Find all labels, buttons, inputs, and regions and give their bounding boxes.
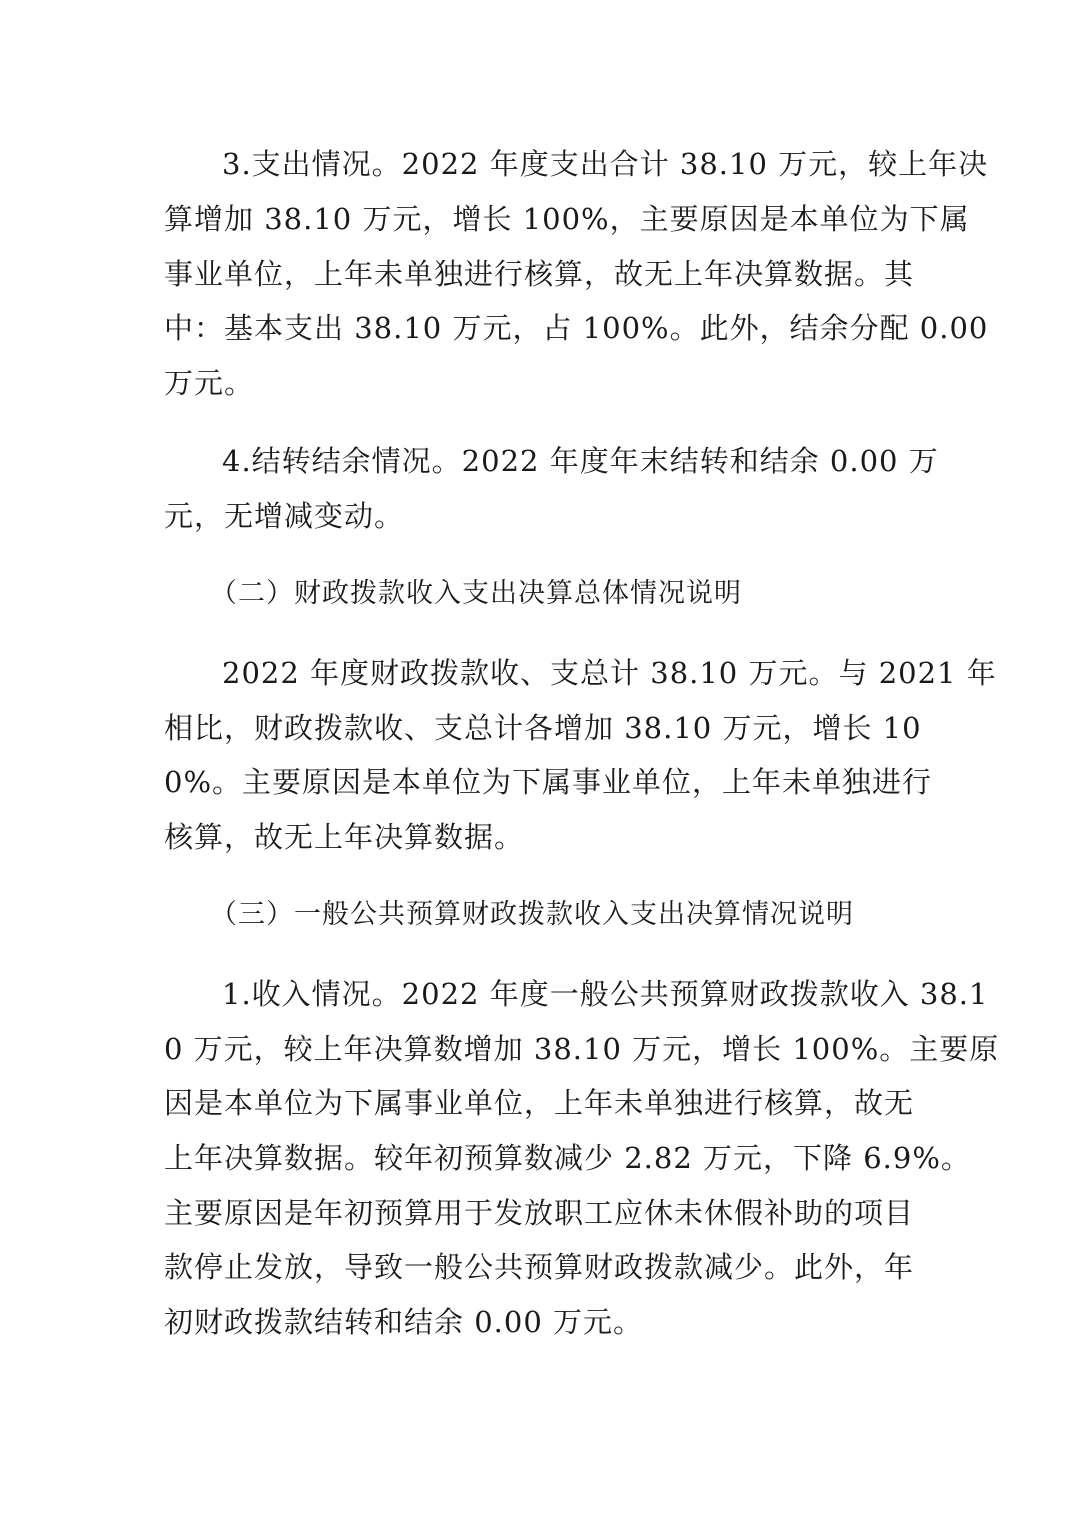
section-heading-2: （二）财政拨款收入支出决算总体情况说明 [210, 578, 742, 609]
expenditure-line-3: 事业单位，上年未单独进行核算，故无上年决算数据。其 [164, 257, 915, 291]
income-line-3: 因是本单位为下属事业单位，上年未单独进行核算，故无 [164, 1086, 915, 1120]
section-heading-3: （三）一般公共预算财政拨款收入支出决算情况说明 [210, 899, 854, 930]
income-line-6: 款停止发放，导致一般公共预算财政拨款减少。此外，年 [164, 1250, 915, 1284]
fiscal-overall-line-2: 相比，财政拨款收、支总计各增加 38.10 万元，增长 10 [164, 711, 922, 745]
income-line-7: 初财政拨款结转和结余 0.00 万元。 [164, 1305, 644, 1339]
fiscal-overall-line-3: 0%。主要原因是本单位为下属事业单位，上年未单独进行 [164, 765, 933, 799]
income-line-4: 上年决算数据。较年初预算数减少 2.82 万元，下降 6.9%。 [164, 1141, 971, 1175]
income-line-2: 0 万元，较上年决算数增加 38.10 万元，增长 100%。主要原 [164, 1032, 1000, 1066]
fiscal-overall-line-4: 核算，故无上年决算数据。 [164, 820, 525, 854]
carryover-line-1: 4.结转结余情况。2022 年度年末结转和结余 0.00 万 [222, 444, 939, 478]
expenditure-line-1: 3.支出情况。2022 年度支出合计 38.10 万元，较上年决 [222, 147, 989, 181]
expenditure-line-4: 中：基本支出 38.10 万元，占 100%。此外，结余分配 0.00 [164, 311, 989, 345]
expenditure-line-5: 万元。 [164, 366, 255, 400]
income-line-1: 1.收入情况。2022 年度一般公共预算财政拨款收入 38.1 [222, 977, 989, 1011]
carryover-line-2: 元，无增减变动。 [164, 499, 405, 533]
fiscal-overall-line-1: 2022 年度财政拨款收、支总计 38.10 万元。与 2021 年 [222, 656, 997, 690]
expenditure-line-2: 算增加 38.10 万元，增长 100%，主要原因是本单位为下属 [164, 202, 970, 236]
income-line-5: 主要原因是年初预算用于发放职工应休未休假补助的项目 [164, 1196, 915, 1230]
